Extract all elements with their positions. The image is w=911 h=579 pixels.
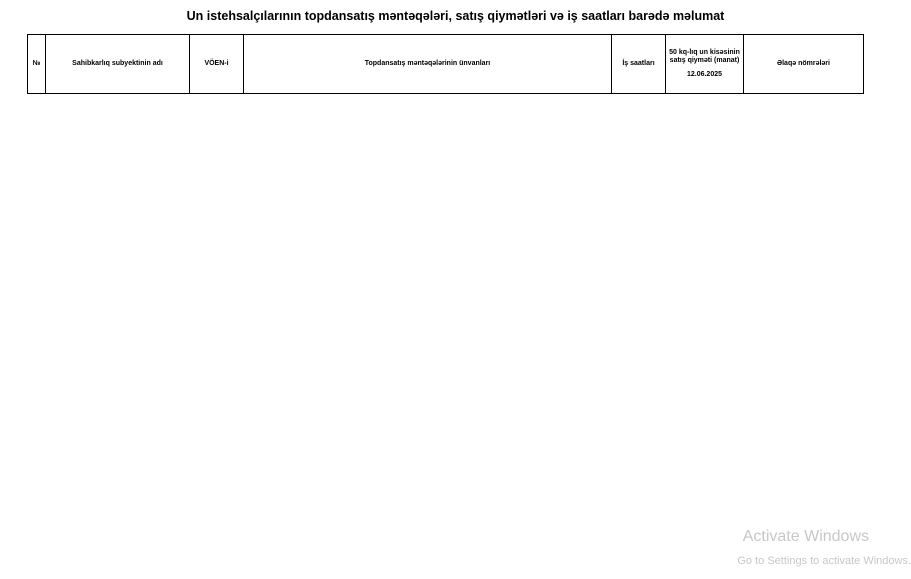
header-number: № xyxy=(28,35,46,94)
header-price xyxy=(666,35,744,94)
activation-watermark-hint: Go to Settings to activate Windows. xyxy=(737,555,911,567)
header-voen: VÖEN-i xyxy=(190,35,244,94)
document-title: Un istehsalçılarının topdansatış məntəqələri, satış qiymətləri və iş saatları barədə məlumat xyxy=(186,9,725,23)
outlets-table xyxy=(27,34,864,94)
activation-watermark: Activate Windows xyxy=(742,528,869,545)
header-price-label: 50 kq-lıq un kisəsinin satış qiyməti (manat) xyxy=(669,48,740,64)
header-price-date: 12.06.2025 xyxy=(686,71,723,79)
table-header-row xyxy=(28,35,864,94)
header-phone: Əlaqə nömrələri xyxy=(744,35,864,94)
header-entity-name: Sahibkarlıq subyektinin adı xyxy=(46,35,190,94)
header-address: Topdansatış məntəqələrinin ünvanları xyxy=(244,35,612,94)
header-hours: İş saatları xyxy=(612,35,666,94)
